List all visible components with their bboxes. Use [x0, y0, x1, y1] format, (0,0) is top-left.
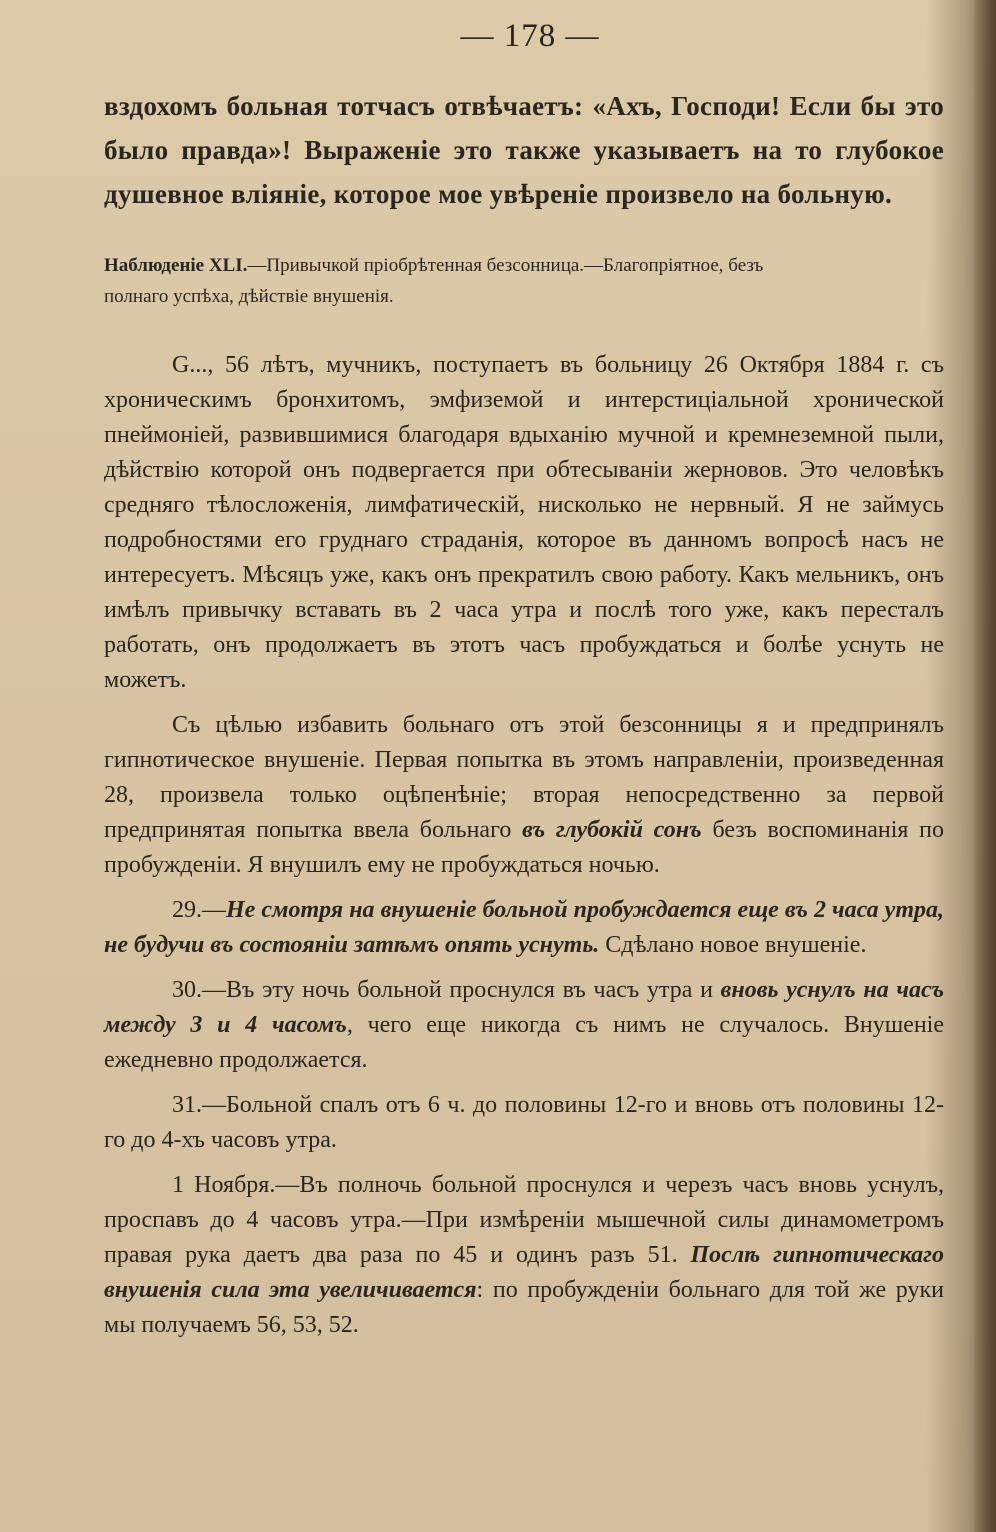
paragraph-day-31: 31.—Больной спалъ отъ 6 ч. до половины 12-го и вновь отъ половины 12-го до 4-хъ часовъ утра.	[104, 1092, 944, 1153]
paragraph-text: 29.—	[172, 897, 226, 923]
italic-emphasis: въ глубокій сонъ	[522, 817, 702, 843]
paragraph-day-29	[104, 893, 944, 963]
paragraph-text: : по пробужденіи больнаго для той же руки мы получаемъ 56, 53, 52.	[104, 1277, 944, 1338]
paragraph-text: Сдѣлано новое внушеніе.	[599, 932, 867, 958]
paragraph-text: , чего еще никогда съ нимъ не случалось. Внушеніе ежедневно продолжается.	[104, 1012, 945, 1073]
paragraph-patient-history: G..., 56 лѣтъ, мучникъ, поступаетъ въ больницу 26 Октября 1884 г. съ хроническимъ бронхитомъ, эмфиземой и интерстиціальной хронической пнеймоніей, развившимися благодаря вдыханію мучной и кремнеземной пыли, дѣйствію которой онъ подвергается при обтесываніи жерновов. Это человѣкъ средняго тѣлосложенія, лимфатическій, нисколько не нервный. Я не займусь подробностями его груднаго страданія, которое въ данномъ вопросѣ насъ не интересуетъ. Мѣсяцъ уже, какъ онъ прекратилъ свою работу. Какъ мельникъ, онъ имѣлъ привычку вставать въ 2 часа утра и послѣ того уже, какъ пересталъ работать, онъ продолжаетъ въ этотъ часъ пробуждаться и болѣе уснуть не можетъ.	[104, 352, 944, 693]
italic-emphasis: Послѣ гипнотическаго внушенія сила эта увеличивается	[104, 1242, 944, 1303]
paragraph-first-suggestion	[104, 708, 944, 883]
italic-emphasis: Не смотря на внушеніе больной пробуждается еще въ 2 часа утра, не будучи въ состояніи затѣмъ опять уснуть.	[104, 897, 944, 958]
paragraph-text: 1 Ноября.—Въ полночь больной проснулся и черезъ часъ вновь уснулъ, проспавъ до 4 часовъ утра.—При измѣреніи мышечной силы динамометромъ правая рука даетъ два раза по 45 и одинъ разъ 51.	[104, 1172, 944, 1268]
page-content	[104, 84, 944, 1343]
paragraph-text: 30.—Въ эту ночь больной проснулся въ часъ утра и	[172, 977, 721, 1003]
italic-emphasis: вновь уснулъ на часъ между 3 и 4 часомъ	[104, 977, 945, 1038]
intro-paragraph: вздохомъ больная тотчасъ отвѣчаетъ: «Ахъ, Господи! Если бы это было правда»! Выраженіе это также указываетъ на то глубокое душевное вліяніе, которое мое увѣреніе произвело на больную.	[104, 91, 944, 209]
page-edge-shadow	[974, 0, 996, 1532]
observation-heading	[104, 250, 944, 312]
observation-title-line1: —Привычкой пріобрѣтенная безсонница.—Благопріятное, безъ	[247, 255, 764, 276]
observation-label: Наблюденіе XLI.	[104, 255, 248, 276]
paragraph-november-1	[104, 1168, 944, 1343]
paragraph-text: безъ воспоминанія по пробужденіи. Я внушилъ ему не пробуждаться ночью.	[104, 817, 945, 878]
paragraph-day-30	[104, 973, 944, 1078]
observation-title-line2: полнаго успѣха, дѣйствіе внушенія.	[104, 286, 394, 307]
page-number: — 178 —	[460, 18, 600, 54]
paragraph-text: Съ цѣлью избавить больнаго отъ этой безсонницы я и предпринялъ гипнотическое внушеніе. Первая попытка въ этомъ направленіи, произведенная 28, произвела только оцѣпенѣніе; вторая непосредственно за первой предпринятая попытка ввела больнаго	[104, 712, 944, 843]
